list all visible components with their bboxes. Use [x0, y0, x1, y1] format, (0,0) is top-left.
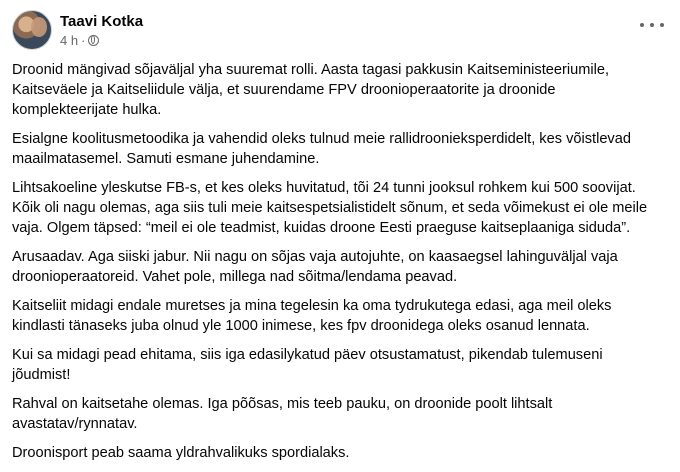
author-name[interactable]: Taavi Kotka [60, 12, 144, 30]
post-timestamp[interactable]: 4 h [60, 32, 79, 48]
post-paragraph: Rahval on kaitsetahe olemas. Iga põõsas, mis teeb pauku, on droonide poolt lihtsalt avastatav/rynnatav. [12, 396, 553, 432]
post-paragraph: Kaitseliit midagi endale muretses ja mina tegelesin ka oma tydrukutega edasi, aga meil oleks kindlasti tänaseks juba olnud yle 1000 inimese, kes fpv droonidega oleks osanud lennata. [12, 298, 612, 334]
post-paragraph: Esialgne koolitusmetoodika ja vahendid oleks tulnud meie rallidroonieksperdidelt, kes võistlevad maailmatasemel. Samuti esmane juhendamine. [12, 131, 631, 167]
more-options-icon[interactable] [640, 16, 664, 34]
avatar[interactable] [12, 10, 52, 50]
post-paragraph: Arusaadav. Aga siiski jabur. Nii nagu on sõjas vaja autojuhte, on kaasaegsel lahinguväljal vaja droonioperaatoreid. Vahet pole, millega nad sõitma/lendama peavad. [12, 249, 618, 285]
post-paragraph: Droonisport peab saama yldrahvalikuks spordialaks. [12, 445, 350, 461]
menu-dot [650, 23, 654, 27]
post-paragraph: Droonid mängivad sõjaväljal yha suuremat rolli. Aasta tagasi pakkusin Kaitseministeeriumile, Kaitseväele ja Kaitseliidule välja, et suurendame FPV droonioperaatorite ja droonide komplekteerijate hulka. [12, 62, 610, 118]
author-block [60, 12, 143, 49]
menu-dot [640, 23, 644, 27]
menu-dot [660, 23, 664, 27]
post-header [12, 9, 143, 51]
meta-separator: · [81, 32, 86, 48]
post-body [12, 60, 662, 472]
post-paragraph: Lihtsakoeline yleskutse FB-s, et kes oleks huvitatud, tõi 24 tunni jooksul rohkem kui 500 soovijat. Kõik oli nagu olemas, aga siis tuli meie kaitsespetsialistidelt sõnum, et seda võimekust ei ole meile vaja. Olgem täpsed: “meil ei ole teadmist, kuidas droone Eesti praeguse kaitseplaaniga siduda”. [12, 180, 648, 236]
globe-icon[interactable] [88, 35, 99, 46]
post-paragraph: Kui sa midagi pead ehitama, siis iga edasilykatud päev otsustamatust, pikendab tulemuseni jõudmist! [12, 347, 603, 383]
post-meta [60, 33, 143, 49]
